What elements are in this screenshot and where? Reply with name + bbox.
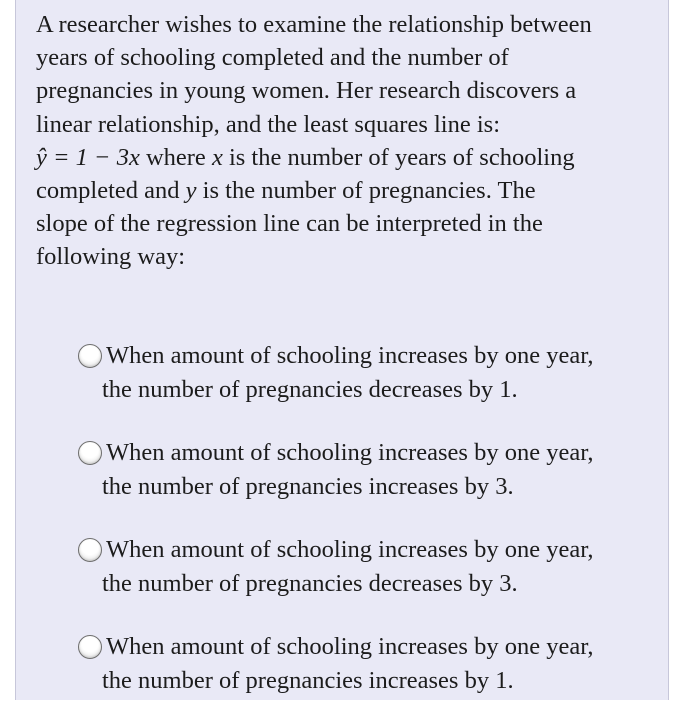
answer-option-3[interactable] — [78, 533, 658, 630]
question-line-7: slope of the regression line can be interpreted in the — [36, 210, 543, 238]
radio-button-icon[interactable] — [78, 538, 102, 562]
radio-button-icon[interactable] — [78, 635, 102, 659]
answer-option-1[interactable] — [78, 339, 658, 436]
question-line-2: years of schooling completed and the number of — [36, 44, 509, 72]
answer-option-3-line-1: When amount of schooling increases by one year, — [106, 536, 594, 563]
question-line-3: pregnancies in young women. Her research discovers a — [36, 77, 577, 105]
question-line-6 — [36, 174, 661, 207]
question-line-6-start: completed and — [36, 177, 186, 205]
radio-button-icon[interactable] — [78, 441, 102, 465]
answer-option-2-line-1: When amount of schooling increases by one year, — [106, 439, 594, 466]
question-line-5-where: where — [139, 143, 212, 171]
answer-option-4-line-2: the number of pregnancies increases by 1. — [102, 667, 514, 694]
question-line-1: A researcher wishes to examine the relationship between — [36, 11, 592, 38]
question-line-6-end: is the number of pregnancies. The — [196, 177, 536, 205]
variable-x: x — [211, 143, 223, 171]
question-text — [36, 8, 661, 274]
answer-option-4-line-1: When amount of schooling increases by one year, — [106, 633, 594, 660]
answer-option-4[interactable] — [78, 630, 658, 727]
answer-option-1-line-2: the number of pregnancies decreases by 1. — [102, 376, 518, 403]
answer-option-2-line-2: the number of pregnancies increases by 3. — [102, 473, 514, 500]
answer-option-3-line-2: the number of pregnancies decreases by 3. — [102, 570, 518, 597]
regression-equation: ŷ = 1 − 3x — [36, 143, 140, 171]
question-line-4: linear relationship, and the least squares line is: — [36, 110, 501, 138]
answer-option-1-line-1: When amount of schooling increases by one year, — [106, 342, 594, 369]
question-line-5 — [36, 141, 661, 174]
question-panel — [15, 0, 669, 700]
radio-button-icon[interactable] — [78, 344, 102, 368]
answer-options — [78, 339, 658, 727]
question-line-5-end: is the number of years of schooling — [222, 143, 575, 171]
question-line-8: following way: — [36, 243, 186, 271]
answer-option-2[interactable] — [78, 436, 658, 533]
variable-y: y — [185, 177, 197, 205]
